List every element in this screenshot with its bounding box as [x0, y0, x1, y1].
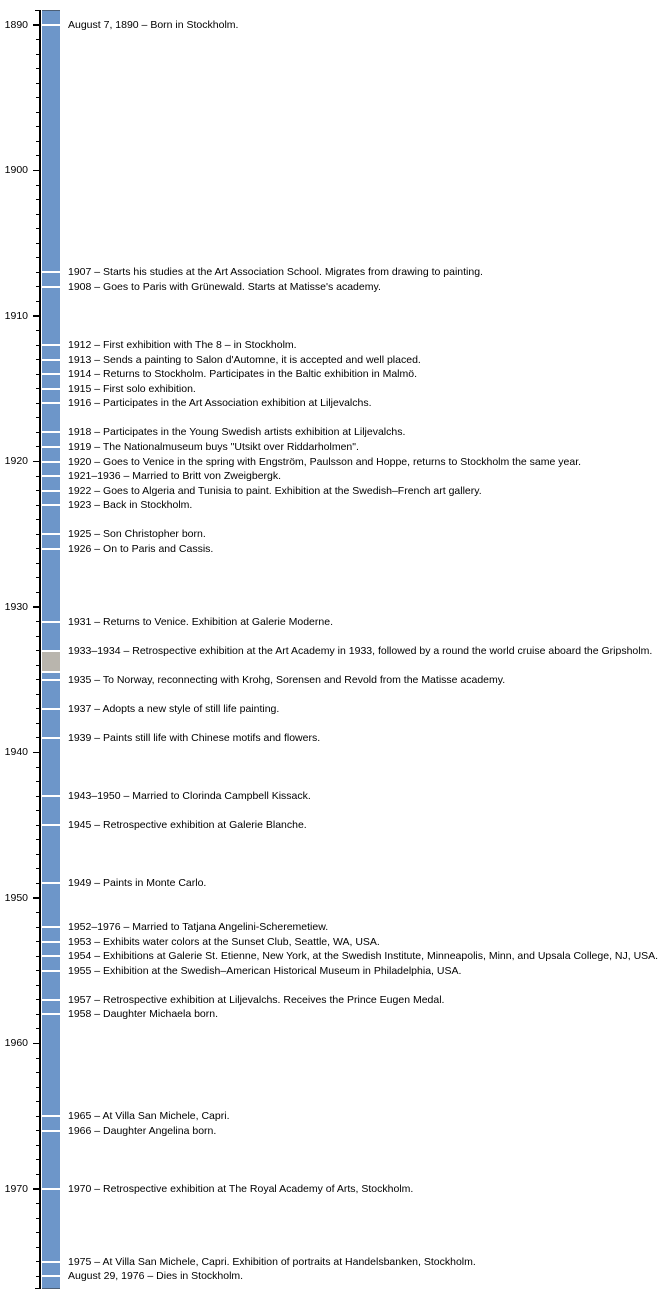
- minor-tick: [36, 505, 41, 506]
- minor-tick: [36, 112, 41, 113]
- timeline-event: 1918 – Participates in the Young Swedish artists exhibition at Liljevalchs.: [68, 426, 406, 439]
- minor-tick: [36, 839, 41, 840]
- timeline-event: 1937 – Adopts a new style of still life painting.: [68, 702, 280, 715]
- timeline-event: 1916 – Participates in the Art Association exhibition at Liljevalchs.: [68, 397, 372, 410]
- event-tick: [42, 548, 61, 550]
- minor-tick: [36, 970, 41, 971]
- minor-tick: [36, 1028, 41, 1029]
- minor-tick: [36, 490, 41, 491]
- timeline-event: 1970 – Retrospective exhibition at The Royal Academy of Arts, Stockholm.: [68, 1183, 414, 1195]
- minor-tick: [36, 621, 41, 622]
- minor-tick: [36, 1203, 41, 1204]
- event-tick: [42, 286, 61, 288]
- timeline-event: 1913 – Sends a painting to Salon d'Automne, it is accepted and well placed.: [68, 353, 421, 366]
- minor-tick: [36, 257, 41, 258]
- major-tick: [33, 461, 41, 463]
- minor-tick: [36, 141, 41, 142]
- minor-tick: [36, 563, 41, 564]
- minor-tick: [36, 126, 41, 127]
- minor-tick: [36, 519, 41, 520]
- event-tick: [42, 461, 61, 463]
- timeline-event: 1953 – Exhibits water colors at the Sunset Club, Seattle, WA, USA.: [68, 935, 380, 948]
- timeline-event: August 7, 1890 – Born in Stockholm.: [68, 19, 239, 31]
- timeline-event: 1943–1950 – Married to Clorinda Campbell Kissack.: [68, 790, 311, 803]
- minor-tick: [36, 1261, 41, 1262]
- major-tick: [33, 24, 41, 26]
- event-tick: [42, 271, 61, 273]
- minor-tick: [36, 985, 41, 986]
- event-tick: [42, 1275, 61, 1277]
- minor-tick: [36, 417, 41, 418]
- timeline-event: 1914 – Returns to Stockholm. Participates in the Baltic exhibition in Malmö.: [68, 368, 418, 381]
- event-tick: [42, 955, 61, 957]
- timeline-event: 1912 – First exhibition with The 8 – in Stockholm.: [68, 339, 297, 352]
- minor-tick: [36, 796, 41, 797]
- minor-tick: [36, 199, 41, 200]
- minor-tick: [36, 243, 41, 244]
- minor-tick: [36, 592, 41, 593]
- minor-tick: [36, 1058, 41, 1059]
- minor-tick: [36, 883, 41, 884]
- minor-tick: [36, 636, 41, 637]
- event-tick: [42, 999, 61, 1001]
- minor-tick: [36, 767, 41, 768]
- minor-tick: [36, 1087, 41, 1088]
- minor-tick: [36, 68, 41, 69]
- minor-tick: [36, 1247, 41, 1248]
- event-tick: [42, 24, 61, 26]
- event-tick: [42, 1130, 61, 1132]
- event-tick: [42, 926, 61, 928]
- minor-tick: [36, 432, 41, 433]
- minor-tick: [36, 1014, 41, 1015]
- highlight-period-segment: [42, 651, 61, 673]
- bar-bottom-edge: [42, 1288, 61, 1289]
- minor-tick: [36, 723, 41, 724]
- minor-tick: [36, 548, 41, 549]
- decade-label: 1970: [4, 1182, 28, 1195]
- timeline-event: 1939 – Paints still life with Chinese motifs and flowers.: [68, 731, 321, 744]
- minor-tick: [36, 868, 41, 869]
- minor-tick: [36, 694, 41, 695]
- minor-tick: [36, 39, 41, 40]
- decade-label: 1940: [4, 746, 28, 758]
- timeline-event: 1966 – Daughter Angelina born.: [68, 1124, 217, 1137]
- timeline-event: 1931 – Returns to Venice. Exhibition at Galerie Moderne.: [68, 615, 333, 628]
- event-tick: [42, 431, 61, 433]
- timeline-event: 1952–1976 – Married to Tatjana Angelini-Scheremetiew.: [68, 921, 329, 934]
- event-tick: [42, 737, 61, 739]
- period-end-tick: [42, 671, 61, 673]
- timeline-event: 1965 – At Villa San Michele, Capri.: [68, 1110, 230, 1123]
- timeline-event: 1955 – Exhibition at the Swedish–American Historical Museum in Philadelphia, USA.: [68, 964, 462, 977]
- minor-tick: [36, 1116, 41, 1117]
- minor-tick: [36, 155, 41, 156]
- decade-label: 1950: [4, 891, 28, 904]
- minor-tick: [36, 1072, 41, 1073]
- minor-tick: [36, 854, 41, 855]
- minor-tick: [36, 476, 41, 477]
- event-tick: [42, 402, 61, 404]
- minor-tick: [36, 97, 41, 98]
- minor-tick: [36, 345, 41, 346]
- minor-tick: [36, 330, 41, 331]
- minor-tick: [36, 185, 41, 186]
- timeline-event: 1915 – First solo exhibition.: [68, 382, 196, 395]
- minor-tick: [36, 737, 41, 738]
- event-tick: [42, 795, 61, 797]
- timeline-event: 1925 – Son Christopher born.: [68, 528, 206, 541]
- major-tick: [33, 897, 41, 899]
- minor-tick: [36, 912, 41, 913]
- minor-tick: [36, 228, 41, 229]
- timeline-event: 1957 – Retrospective exhibition at Liljevalchs. Receives the Prince Eugen Medal.: [68, 993, 445, 1006]
- minor-tick: [36, 927, 41, 928]
- minor-tick: [36, 214, 41, 215]
- minor-tick: [36, 1101, 41, 1102]
- event-tick: [42, 533, 61, 535]
- timeline-event: 1954 – Exhibitions at Galerie St. Etienne, New York, at the Swedish Institute, Minneapolis, Minn, and Upsala College, NJ, USA.: [68, 950, 659, 963]
- minor-tick: [36, 1130, 41, 1131]
- minor-tick: [36, 665, 41, 666]
- event-tick: [42, 504, 61, 506]
- timeline-event: 1945 – Retrospective exhibition at Galerie Blanche.: [68, 819, 307, 832]
- event-tick: [42, 650, 61, 652]
- timeline-event: 1933–1934 – Retrospective exhibition at the Art Academy in 1933, followed by a round the world cruise aboard the Gripsholm.: [68, 644, 653, 657]
- event-tick: [42, 824, 61, 826]
- event-tick: [42, 446, 61, 448]
- minor-tick: [36, 388, 41, 389]
- timeline-event: 1921–1936 – Married to Britt von Zweigbergk.: [68, 470, 282, 483]
- event-tick: [42, 359, 61, 361]
- event-tick: [42, 344, 61, 346]
- timeline-event: 1975 – At Villa San Michele, Capri. Exhibition of portraits at Handelsbanken, Stockholm.: [68, 1255, 476, 1268]
- event-tick: [42, 1115, 61, 1117]
- minor-tick: [36, 359, 41, 360]
- minor-tick: [36, 446, 41, 447]
- major-tick: [33, 315, 41, 317]
- event-tick: [42, 970, 61, 972]
- minor-tick: [36, 941, 41, 942]
- timeline-event: August 29, 1976 – Dies in Stockholm.: [68, 1270, 244, 1283]
- timeline-event: 1922 – Goes to Algeria and Tunisia to paint. Exhibition at the Swedish–French art gallery.: [68, 484, 482, 497]
- timeline-event: 1908 – Goes to Paris with Grünewald. Starts at Matisse's academy.: [68, 280, 381, 293]
- minor-tick: [36, 577, 41, 578]
- axis-bottom-cap: [35, 1288, 41, 1289]
- timeline-event: 1923 – Back in Stockholm.: [68, 499, 193, 512]
- event-tick: [42, 1013, 61, 1015]
- event-tick: [42, 882, 61, 884]
- minor-tick: [36, 374, 41, 375]
- minor-tick: [36, 272, 41, 273]
- minor-tick: [36, 1159, 41, 1160]
- timeline-event: 1949 – Paints in Monte Carlo.: [68, 877, 207, 890]
- major-tick: [33, 1188, 41, 1190]
- event-tick: [42, 1261, 61, 1263]
- timeline-event: 1935 – To Norway, reconnecting with Krohg, Sorensen and Revold from the Matisse academy.: [68, 673, 506, 686]
- timeline-event: 1919 – The Nationalmuseum buys "Utsikt over Riddarholmen".: [68, 440, 359, 453]
- event-tick: [42, 679, 61, 681]
- major-tick: [33, 752, 41, 754]
- decade-label: 1960: [4, 1037, 28, 1049]
- event-tick: [42, 1188, 61, 1190]
- major-tick: [33, 170, 41, 172]
- event-tick: [42, 708, 61, 710]
- decade-label: 1930: [4, 600, 28, 613]
- bar-top-edge: [42, 10, 61, 11]
- minor-tick: [36, 1145, 41, 1146]
- decade-label: 1910: [4, 309, 28, 322]
- timeline-event: 1920 – Goes to Venice in the spring with Engström, Paulsson and Hoppe, returns to Stockholm the same year.: [68, 455, 582, 468]
- major-tick: [33, 1043, 41, 1045]
- timeline-event: 1958 – Daughter Michaela born.: [68, 1008, 219, 1021]
- event-tick: [42, 373, 61, 375]
- minor-tick: [36, 1218, 41, 1219]
- minor-tick: [36, 286, 41, 287]
- event-tick: [42, 941, 61, 943]
- minor-tick: [36, 679, 41, 680]
- minor-tick: [36, 781, 41, 782]
- decade-label: 1890: [4, 18, 28, 31]
- event-tick: [42, 490, 61, 492]
- event-tick: [42, 388, 61, 390]
- event-tick: [42, 475, 61, 477]
- minor-tick: [36, 83, 41, 84]
- minor-tick: [36, 650, 41, 651]
- axis-top-cap: [35, 10, 41, 11]
- timeline-event: 1926 – On to Paris and Cassis.: [68, 542, 214, 555]
- minor-tick: [36, 301, 41, 302]
- minor-tick: [36, 534, 41, 535]
- decade-label: 1920: [4, 455, 28, 467]
- minor-tick: [36, 956, 41, 957]
- minor-tick: [36, 1232, 41, 1233]
- minor-tick: [36, 999, 41, 1000]
- minor-tick: [36, 54, 41, 55]
- major-tick: [33, 606, 41, 608]
- minor-tick: [36, 403, 41, 404]
- minor-tick: [36, 1276, 41, 1277]
- timeline-event: 1907 – Starts his studies at the Art Association School. Migrates from drawing to painting.: [68, 266, 483, 279]
- event-tick: [42, 621, 61, 623]
- minor-tick: [36, 1174, 41, 1175]
- minor-tick: [36, 825, 41, 826]
- minor-tick: [36, 810, 41, 811]
- decade-label: 1900: [4, 164, 28, 176]
- minor-tick: [36, 708, 41, 709]
